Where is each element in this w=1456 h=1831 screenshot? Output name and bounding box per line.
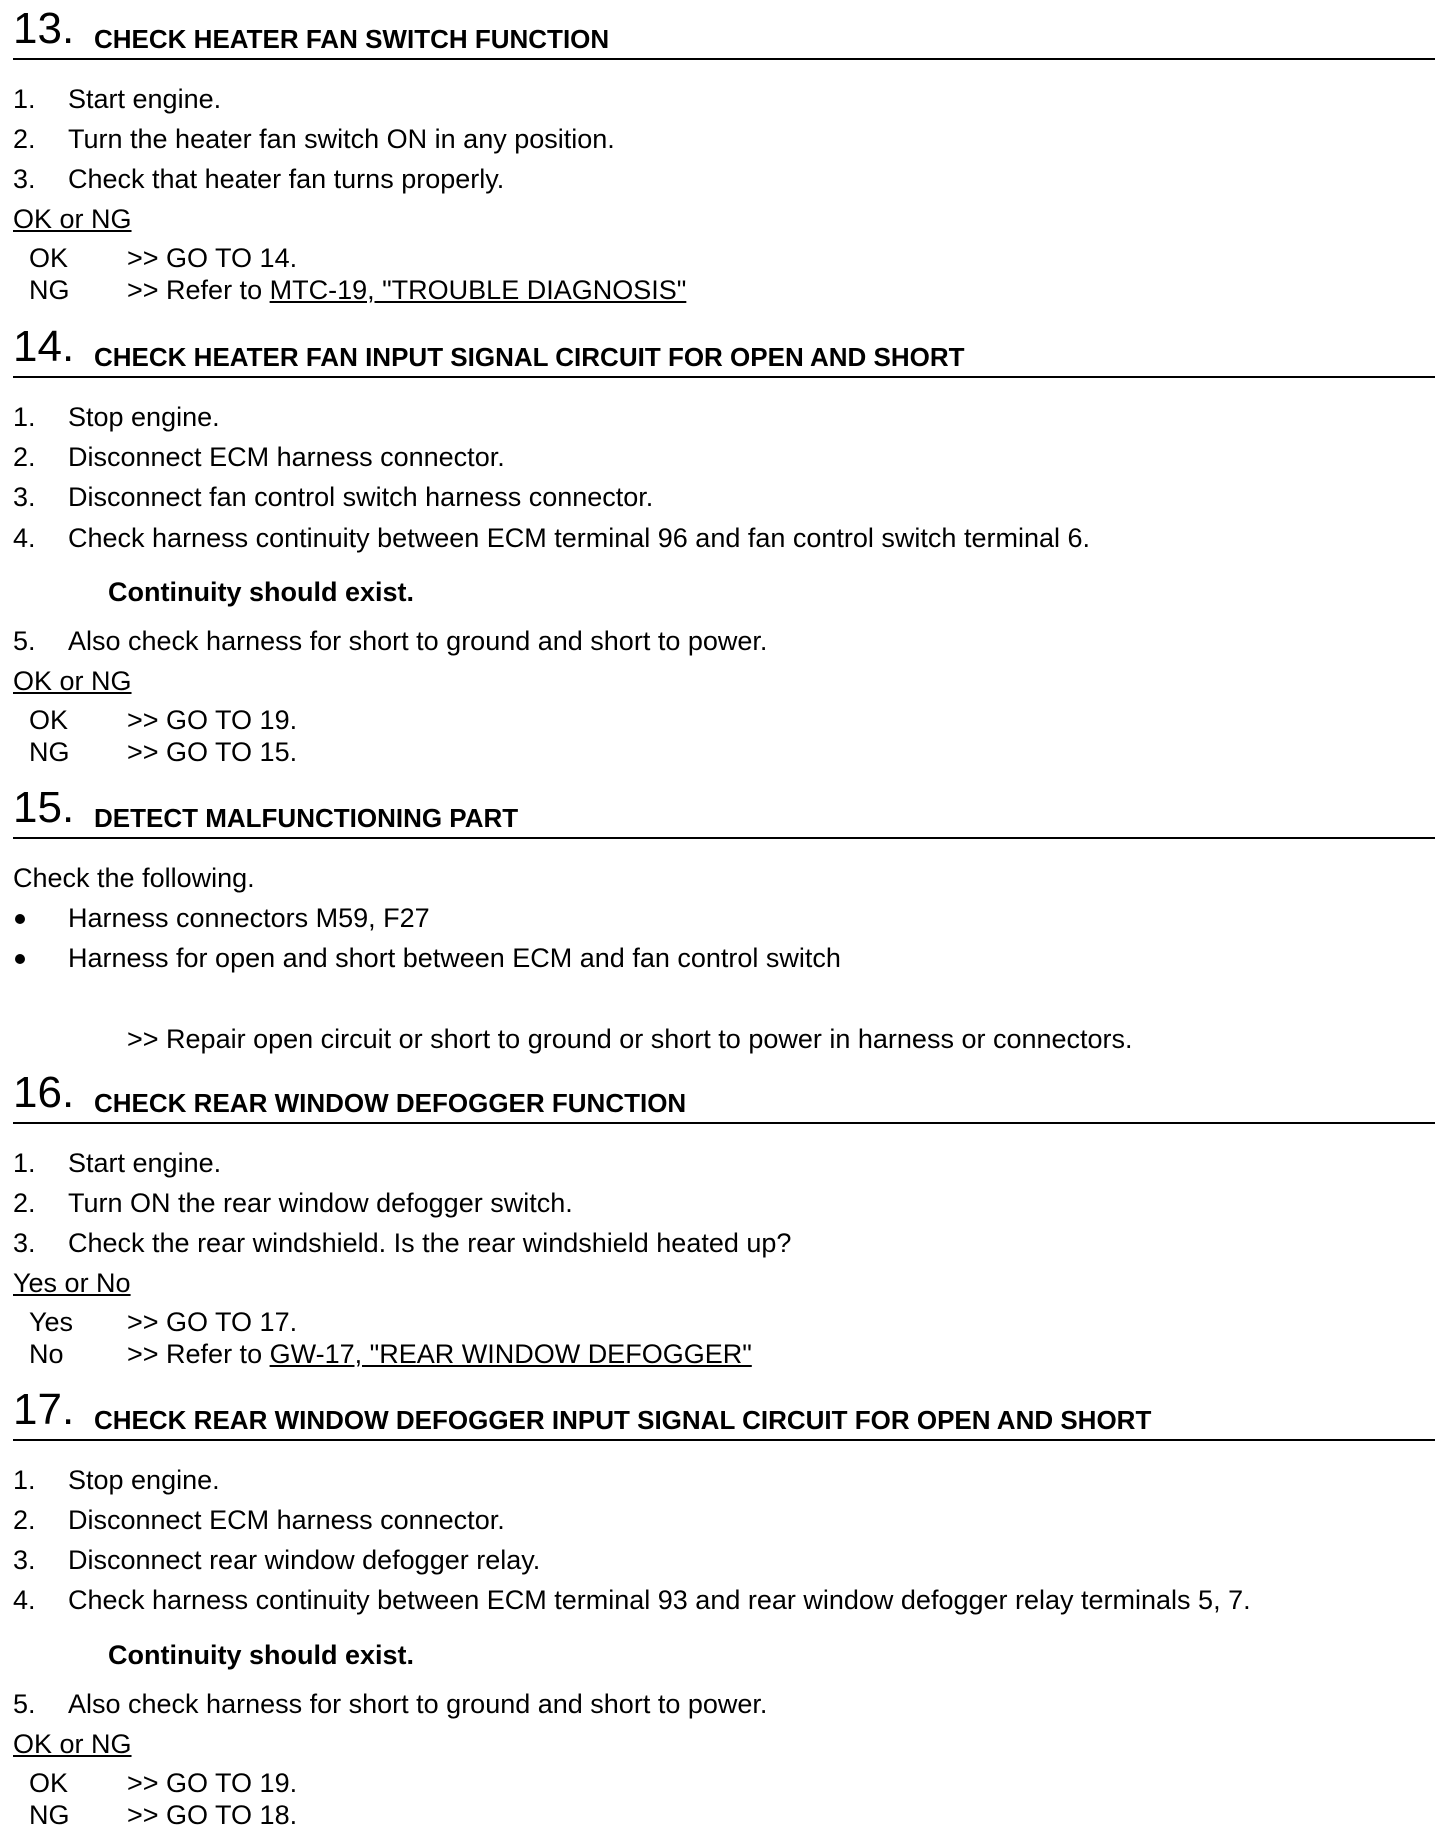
section-title: CHECK REAR WINDOW DEFOGGER FUNCTION (94, 1088, 687, 1118)
bullet-text: Harness connectors M59, F27 (68, 903, 430, 933)
step-number: 1. (13, 402, 36, 432)
step-number: 5. (13, 626, 36, 656)
section-header (13, 4, 1435, 60)
reference-link[interactable]: GW-17, "REAR WINDOW DEFOGGER" (269, 1339, 752, 1369)
result-action: >> GO TO 19. (127, 705, 298, 735)
result-label: OK or NG (13, 204, 132, 234)
step-number: 4. (13, 1585, 36, 1615)
section-header (13, 1068, 1435, 1124)
step-text: Also check harness for short to ground and short to power. (68, 626, 768, 656)
reference-link[interactable]: MTC-19, "TROUBLE DIAGNOSIS" (269, 275, 687, 305)
step-text: Disconnect rear window defogger relay. (68, 1545, 541, 1575)
step-number: 2. (13, 1505, 36, 1535)
step-number: 3. (13, 164, 36, 194)
step-text: Start engine. (68, 1148, 222, 1178)
section-header (13, 322, 1435, 378)
step-number: 1. (13, 1465, 36, 1495)
result-action (127, 274, 686, 306)
result-key: OK (29, 705, 69, 735)
step-number: 2. (13, 1188, 36, 1218)
result-key: Yes (29, 1307, 74, 1337)
step-number: 3. (13, 1228, 36, 1258)
result-action (127, 1338, 752, 1370)
step-text: Disconnect ECM harness connector. (68, 442, 505, 472)
step-text: Check the rear windshield. Is the rear windshield heated up? (68, 1228, 792, 1258)
section-number: 16. (13, 1068, 75, 1117)
section-header (13, 1385, 1435, 1441)
section-title: CHECK HEATER FAN SWITCH FUNCTION (94, 24, 610, 54)
step-text: Start engine. (68, 84, 222, 114)
result-action: >> GO TO 17. (127, 1307, 298, 1337)
step-text: Disconnect ECM harness connector. (68, 1505, 505, 1535)
section-title: CHECK HEATER FAN INPUT SIGNAL CIRCUIT FOR OPEN AND SHORT (94, 342, 965, 372)
bullet-icon (15, 954, 25, 964)
result-key: No (29, 1339, 64, 1369)
result-label: OK or NG (13, 1729, 132, 1759)
section-number: 15. (13, 783, 75, 832)
section-title: DETECT MALFUNCTIONING PART (94, 803, 519, 833)
step-number: 4. (13, 523, 36, 553)
section-number: 14. (13, 322, 75, 371)
result-prefix: >> Refer to (127, 275, 270, 305)
step-text: Stop engine. (68, 402, 220, 432)
step-number: 1. (13, 1148, 36, 1178)
step-text: Also check harness for short to ground and short to power. (68, 1689, 768, 1719)
section-number: 13. (13, 4, 75, 53)
result-action: >> GO TO 14. (127, 243, 298, 273)
step-text: Turn ON the rear window defogger switch. (68, 1188, 573, 1218)
result-action: >> GO TO 15. (127, 737, 298, 767)
bullet-text: Harness for open and short between ECM and fan control switch (68, 943, 841, 973)
step-number: 2. (13, 442, 36, 472)
step-number: 5. (13, 1689, 36, 1719)
result-key: OK (29, 243, 69, 273)
result-action: >> GO TO 19. (127, 1768, 298, 1798)
section-number: 17. (13, 1385, 75, 1434)
step-number: 3. (13, 482, 36, 512)
result-key: OK (29, 1768, 69, 1798)
section-header (13, 783, 1435, 839)
result-label: OK or NG (13, 666, 132, 696)
step-text: Check harness continuity between ECM terminal 96 and fan control switch terminal 6. (68, 523, 1090, 553)
step-number: 2. (13, 124, 36, 154)
continuity-note: Continuity should exist. (108, 577, 415, 607)
continuity-note: Continuity should exist. (108, 1640, 415, 1670)
step-number: 3. (13, 1545, 36, 1575)
result-action: >> GO TO 18. (127, 1800, 298, 1830)
result-key: NG (29, 737, 70, 767)
step-text: Check that heater fan turns properly. (68, 164, 505, 194)
intro-text: Check the following. (13, 863, 255, 893)
result-label: Yes or No (13, 1268, 131, 1298)
section-title: CHECK REAR WINDOW DEFOGGER INPUT SIGNAL CIRCUIT FOR OPEN AND SHORT (94, 1405, 1152, 1435)
step-number: 1. (13, 84, 36, 114)
step-text: Check harness continuity between ECM terminal 93 and rear window defogger relay terminals 5, 7. (68, 1585, 1251, 1615)
repair-action: >> Repair open circuit or short to ground or short to power in harness or connectors. (127, 1024, 1133, 1054)
step-text: Stop engine. (68, 1465, 220, 1495)
step-text: Disconnect fan control switch harness connector. (68, 482, 654, 512)
result-key: NG (29, 1800, 70, 1830)
result-key: NG (29, 275, 70, 305)
result-prefix: >> Refer to (127, 1339, 270, 1369)
step-text: Turn the heater fan switch ON in any position. (68, 124, 615, 154)
bullet-icon (15, 914, 25, 924)
